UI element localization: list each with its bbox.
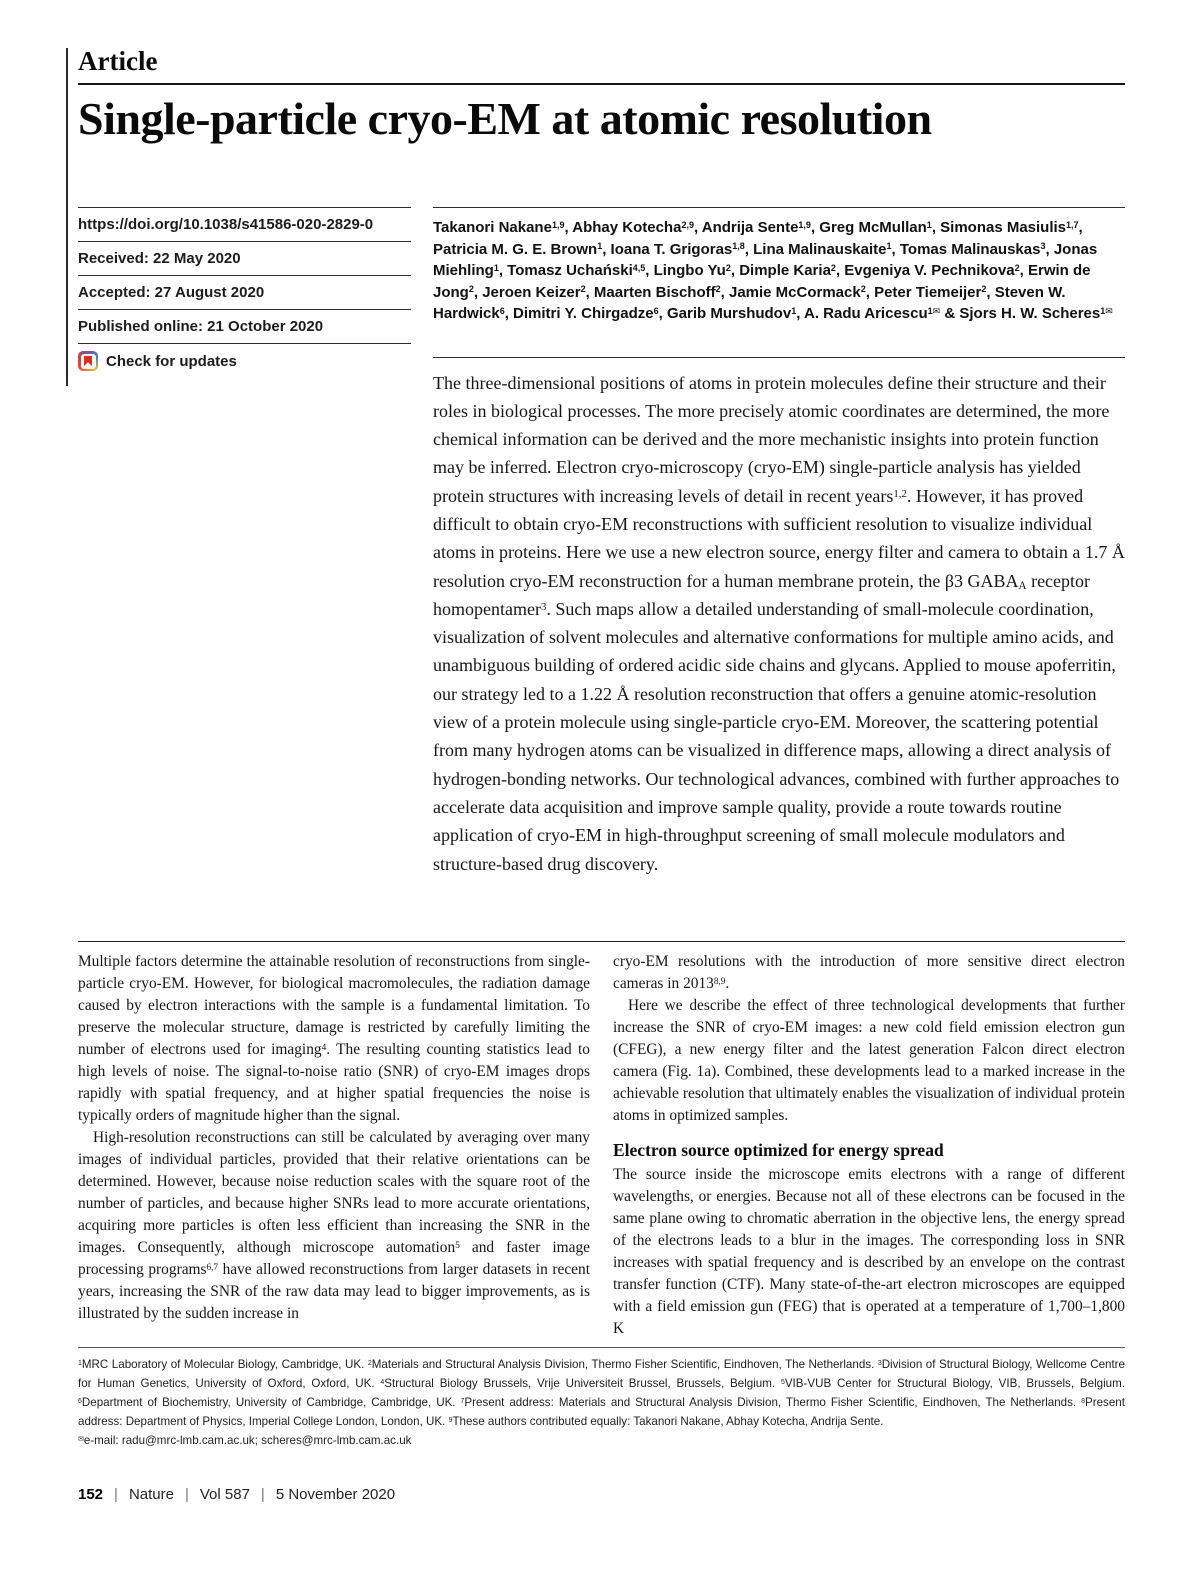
body-paragraph: Multiple factors determine the attainable resolution of reconstructions from single-particle cryo-EM. However, for biological macromolecules, the radiation damage caused by electron interactions with the sample is a fundamental limitation. To preserve the molecular structure, damage is restricted by carefully limiting the number of electrons used for imaging$^4$. The resulting counting statistics lead to high levels of noise. The signal-to-noise ratio (SNR) of cryo-EM images drops rapidly with spatial frequency, and at higher spatial frequencies the noise is typically orders of magnitude higher than the signal. [78,952,590,1124]
page-title: Single-particle cryo-EM at atomic resolution [78,93,932,144]
check-for-updates-label: Check for updates [106,352,237,370]
check-for-updates-button[interactable] [78,343,411,378]
crossmark-icon [78,351,98,371]
email-contacts[interactable]: ✉e-mail: radu@mrc-lmb.cam.ac.uk; scheres@mrc-lmb.cam.ac.uk [78,1433,412,1447]
body-paragraph: High-resolution reconstructions can still be calculated by averaging over many images of individual particles, provided that their relative orientations can be determined. However, because noise reduction scales with the square root of the number of particles, and because higher SNRs lead to more accurate orientations, acquiring more particles is often less efficient than increasing the SNR in the images. Consequently, although microscope automation$^5$ and faster image processing programs$^{6,7}$ have allowed reconstructions from larger datasets in recent years, increasing the SNR of the raw data may lead to bigger improvements, as is illustrated by the sudden increase in [78,1128,590,1322]
doi-link[interactable]: https://doi.org/10.1038/s41586-020-2829-0 [78,207,411,241]
article-label: Article [78,44,1125,85]
article-body [78,941,1125,1340]
meta-authors-section [78,207,1125,878]
volume-label: Vol 587 [199,1485,250,1503]
article-header [78,44,1125,145]
article-metadata [78,207,411,878]
abstract: The three-dimensional positions of atoms in protein molecules define their structure and their roles in biological processes. The more precisely atomic coordinates are determined, the more chemical information can be derived and the more mechanistic insights into protein function may be inferred. Electron cryo-microscopy (cryo-EM) single-particle analysis has yielded protein structures with increasing levels of detail in recent years$^{1,2}$. However, it has proved difficult to obtain cryo-EM reconstructions with sufficient resolution to visualize individual atoms in proteins. Here we use a new electron source, energy filter and camera to obtain a 1.7 Å resolution cryo-EM reconstruction for a human membrane protein, the β3 $GABA_A$ receptor homopentamer$^3$. Such maps allow a detailed understanding of small-molecule coordination, visualization of solvent molecules and alternative conformations for multiple amino acids, and unambiguous building of ordered acidic side chains and glycans. Applied to mouse apoferritin, our strategy led to a 1.22 Å resolution reconstruction that offers a genuine atomic-resolution view of a protein molecule using single-particle cryo-EM. Moreover, the scattering potential from many hydrogen atoms can be visualized in difference maps, allowing a direct analysis of hydrogen-bonding networks. Our technological advances, combined with further approaches to accelerate data acquisition and improve sample quality, provide a route towards routine application of cryo-EM in high-throughput screening of small molecule modulators and structure-based drug discovery. [433,357,1125,878]
body-right-column [613,951,1125,1340]
issue-date: 5 November 2020 [275,1485,396,1503]
accepted-date: Accepted: 27 August 2020 [78,275,411,309]
footer-separator: | [184,1485,189,1503]
body-paragraph: cryo-EM resolutions with the introduction of more sensitive direct electron cameras in 2013$^{8,9}$. [613,952,1125,992]
page-footer [78,1486,1125,1503]
section-heading: Electron source optimized for energy spread [613,1139,944,1160]
author-list: Takanori Nakane$^{1,9}$, Abhay Kotecha$^{2,9}$, Andrija Sente$^{1,9}$, Greg McMullan$^1$, Simonas Masiulis$^{1,7}$, Patricia M. G. E. Brown$^1$, Ioana T. Grigoras$^{1,8}$, Lina Malinauskaite$^1$, Tomas Malinauskas$^3$, Jonas Miehling$^1$, Tomasz Uchański$^{4,5}$, Lingbo Yu$^2$, Dimple Karia$^2$, Evgeniya V. Pechnikova$^2$, Erwin de Jong$^2$, Jeroen Keizer$^2$, Maarten Bischoff$^2$, Jamie McCormack$^2$, Peter Tiemeijer$^2$, Steven W. Hardwick$^6$, Dimitri Y. Chirgadze$^6$, Garib Murshudov$^1$, A. Radu Aricescu$^{1✉}$ & Sjors H. W. Scheres$^{1✉}$ [433,207,1125,325]
received-date: Received: 22 May 2020 [78,241,411,275]
authors-abstract-column [433,207,1125,878]
affiliations: $^1$MRC Laboratory of Molecular Biology, Cambridge, UK. $^2$Materials and Structural Analysis Division, Thermo Fisher Scientific, Eindhoven, The Netherlands. $^3$Division of Structural Biology, Wellcome Centre for Human Genetics, University of Oxford, Oxford, UK. $^4$Structural Biology Brussels, Vrije Universiteit Brussel, Brussels, Belgium. $^5$VIB-VUB Center for Structural Biology, VIB, Brussels, Belgium. $^6$Department of Biochemistry, University of Cambridge, Cambridge, UK. $^7$Present address: Materials and Structural Analysis Division, Thermo Fisher Scientific, Eindhoven, The Netherlands. $^8$Present address: Department of Physics, Imperial College London, London, UK. $^9$These authors contributed equally: Takanori Nakane, Abhay Kotecha, Andrija Sente. [78,1357,1126,1428]
body-paragraph: Here we describe the effect of three technological developments that further increase the SNR of cryo-EM images: a new cold field emission electron gun (CFEG), a new energy filter and the latest generation Falcon direct electron camera (Fig. 1a). Combined, these developments lead to a marked increase in the achievable resolution that ultimately enables the visualization of individual protein atoms in optimized samples. [613,996,1125,1124]
body-left-column [78,951,590,1340]
body-paragraph: The source inside the microscope emits electrons with a range of different wavelengths, or energies. Because not all of these electrons can be focused in the same plane owing to chromatic aberration in the objective lens, the energy spread of the electrons leads to a blur in the images. The corresponding loss in SNR increases with spatial frequency and is described by an envelope on the contrast transfer function (CTF). Many state-of-the-art electron microscopes are equipped with a field emission gun (FEG) that is operated at a temperature of 1,700–1,800 K [613,1165,1125,1337]
affiliations-footnotes [78,1347,1125,1450]
published-date: Published online: 21 October 2020 [78,309,411,343]
page-number: 152 [78,1485,104,1503]
footer-separator: | [114,1485,118,1503]
journal-name: Nature [128,1485,174,1503]
footer-separator: | [260,1485,265,1503]
left-margin-rule [66,48,68,386]
